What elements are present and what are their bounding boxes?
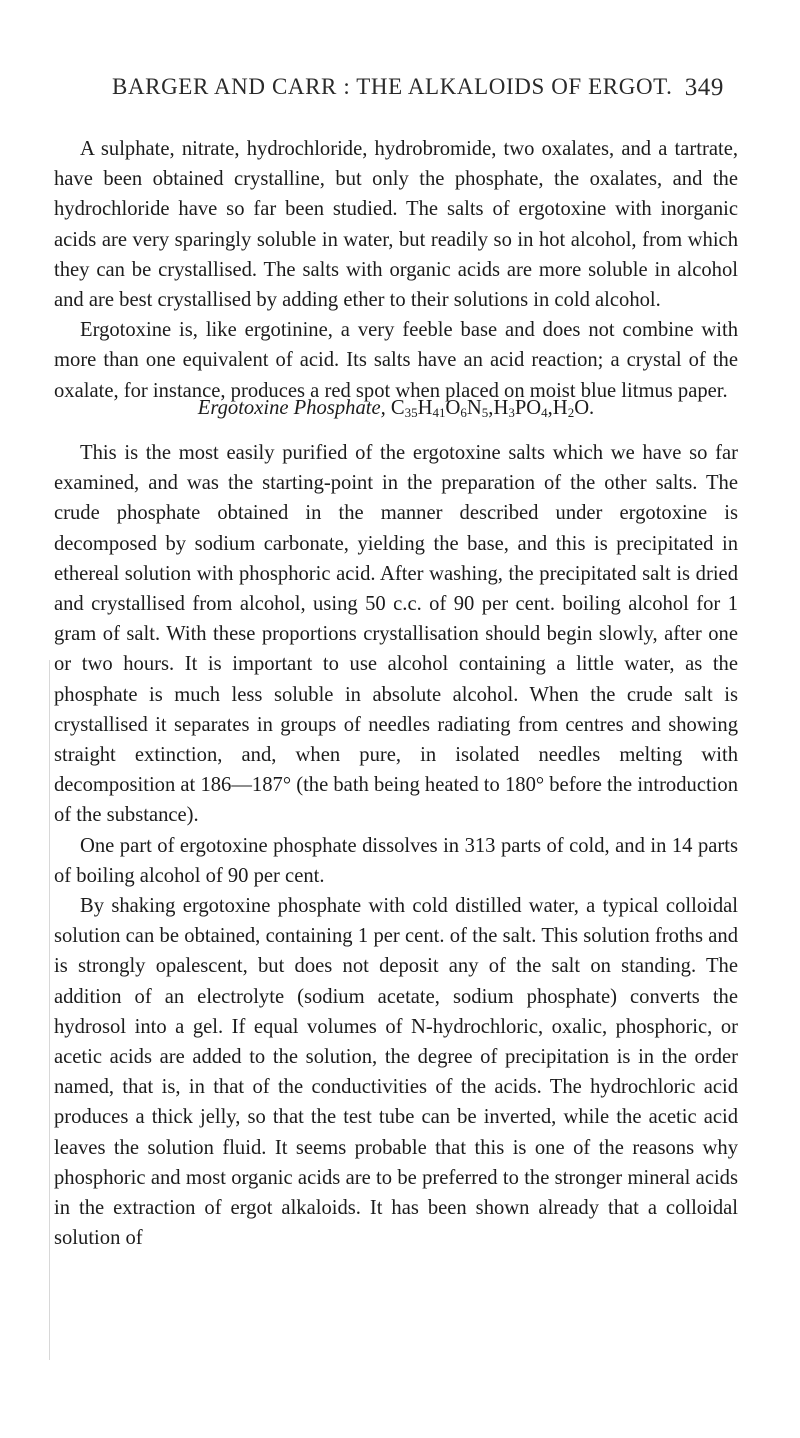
paragraph: A sulphate, nitrate, hydrochloride, hydrobromide, two oxalates, and a tartrate, have been obtained crystalline, but only the phosphate, the oxalates, and the hydrochloride have so far been studied. The salts of ergotoxine with inorganic acids are very sparingly soluble in water, but readily so in hot alcohol, from which they can be crystallised. The salts with organic acids are more soluble in alcohol and are best crystallised by adding ether to their solutions in cold alcohol. — [54, 138, 738, 312]
running-head-title: BARGER AND CARR : THE ALKALOIDS OF ERGOT. — [112, 74, 673, 99]
chemical-formula: $C_{35}H_{41}O_6N_5,H_3PO_4,H_2O$. — [390, 397, 595, 420]
section-heading-name: Ergotoxine Phosphate, — [197, 397, 386, 419]
paragraph: One part of ergotoxine phosphate dissolves in 313 parts of cold, and in 14 parts of boiling alcohol of 90 per cent. — [54, 834, 738, 887]
paragraph: By shaking ergotoxine phosphate with cold distilled water, a typical colloidal solution can be obtained, containing 1 per cent. of the salt. This solution froths and is strongly opalescent, but does not deposit any of the salt on standing. The addition of an electrolyte (sodium acetate, sodium phosphate) converts the hydrosol into a gel. If equal volumes of N-hydrochloric, oxalic, phosphoric, or acetic acids are added to the solution, the degree of precipitation is in the order named, that is, in that of the conductivities of the acids. The hydrochloric acid produces a thick jelly, so that the test tube can be inverted, while the acetic acid leaves the solution fluid. It seems probable that this is one of the reasons why phosphoric and most organic acids are to be preferred to the stronger mineral acids in the extraction of ergot alkaloids. It has been shown already that a colloidal solution of — [54, 895, 738, 1250]
scan-margin-line — [49, 660, 50, 1360]
body-text-top — [54, 134, 738, 406]
page-number: 349 — [684, 74, 724, 101]
paragraph: This is the most easily purified of the ergotoxine salts which we have so far examined, and was the starting-point in the preparation of the other salts. The crude phosphate obtained in the manner described under ergotoxine is decomposed by sodium carbonate, yielding the base, and this is precipitated in ethereal solution with phosphoric acid. After washing, the precipitated salt is dried and crystallised from alcohol, using 50 c.c. of 90 per cent. boiling alcohol for 1 gram of salt. With these proportions crystallisation should begin slowly, after one or two hours. It is important to use alcohol containing a little water, as the phosphate is much less soluble in absolute alcohol. When the crude salt is crystallised it separates in groups of needles radiating from centres and showing straight extinction, and, when pure, in isolated needles melting with decomposition at 186—187° (the bath being heated to 180° before the introduction of the substance). — [54, 442, 738, 827]
paragraph: Ergotoxine is, like ergotinine, a very feeble base and does not combine with more than one equivalent of acid. Its salts have an acid reaction; a crystal of the oxalate, for instance, produces a red spot when placed on moist blue litmus paper. — [54, 319, 738, 402]
section-heading — [54, 393, 738, 423]
running-head — [112, 74, 724, 114]
body-text-bottom — [54, 438, 738, 1253]
